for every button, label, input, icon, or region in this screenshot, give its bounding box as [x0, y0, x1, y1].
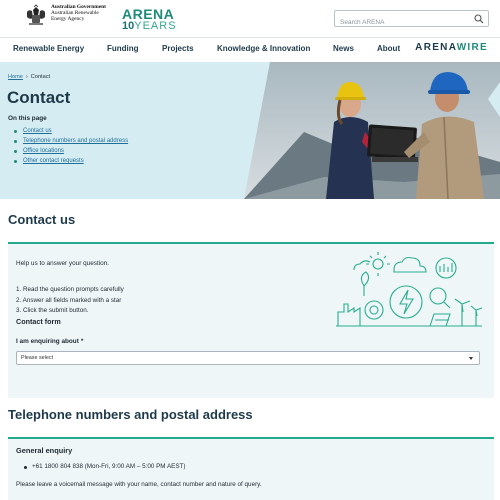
contact-form-card: [8, 242, 494, 398]
enquiry-label-text: I am enquiring about: [16, 338, 79, 345]
breadcrumb: [8, 74, 50, 80]
on-this-page-heading: On this page: [8, 115, 47, 122]
list-item: 1. Read the question prompts carefully: [16, 286, 124, 293]
search-box: [334, 10, 489, 27]
australian-government-logo[interactable]: [24, 4, 114, 32]
general-enquiry-heading: General enquiry: [16, 446, 73, 455]
renewable-energy-illustration-icon: [334, 250, 484, 328]
coat-of-arms-icon: [24, 4, 48, 28]
enquiry-field-label: [16, 338, 83, 345]
breadcrumb-current: Contact: [30, 74, 51, 80]
arena-logo-years: [122, 21, 177, 32]
nav-knowledge-innovation[interactable]: Knowledge & Innovation: [217, 44, 311, 53]
nav-renewable-energy[interactable]: Renewable Energy: [13, 44, 85, 53]
page-title: Contact: [7, 88, 71, 107]
nav-projects[interactable]: Projects: [162, 44, 194, 53]
workers-hero-image: [244, 62, 500, 199]
otp-link-telephone[interactable]: Telephone numbers and postal address: [23, 138, 129, 144]
gov-line-2: Australian Renewable: [51, 10, 99, 16]
list-item: [14, 136, 128, 146]
breadcrumb-separator: ›: [25, 74, 28, 80]
on-this-page-list: [14, 126, 128, 166]
list-item: [14, 156, 128, 166]
nav-about[interactable]: About: [377, 44, 401, 53]
contact-us-heading: Contact us: [8, 212, 76, 227]
enquiry-select[interactable]: [16, 351, 480, 365]
contact-form-heading: Contact form: [16, 317, 61, 326]
nav-news[interactable]: News: [333, 44, 354, 53]
search-icon[interactable]: [474, 14, 484, 24]
arenawire-b: WIRE: [456, 42, 488, 53]
phone-number[interactable]: +61 1800 804 838 (Mon-Fri, 9:00 AM – 5:00 PM AEST): [24, 463, 185, 470]
list-item: 3. Click the submit button.: [16, 307, 89, 314]
enquiry-select-value: Please select: [21, 355, 54, 361]
voicemail-note: Please leave a voicemail message with your name, contact number and nature of query.: [16, 481, 262, 488]
arena-10-years-logo[interactable]: [122, 8, 177, 32]
arena-logo-word: ARENA: [122, 6, 175, 22]
arenawire-link[interactable]: [415, 42, 488, 53]
main-navigation: [0, 37, 500, 59]
breadcrumb-home-link[interactable]: Home: [8, 74, 23, 80]
general-enquiry-card: [8, 437, 494, 500]
arenawire-a: ARENA: [415, 42, 457, 53]
nav-funding[interactable]: Funding: [107, 44, 139, 53]
gov-line-3: Energy Agency: [51, 16, 85, 22]
instructions-list: [16, 285, 124, 317]
search-input[interactable]: [335, 15, 465, 30]
chevron-down-icon: [469, 357, 473, 360]
otp-link-office-locations[interactable]: Office locations: [23, 148, 64, 154]
gov-line-1: Australian Government: [51, 4, 106, 10]
contact-intro: Help us to answer your question.: [16, 260, 110, 267]
otp-link-contact-us[interactable]: Contact us: [23, 128, 52, 134]
hero-banner: [0, 62, 500, 199]
telephone-heading: Telephone numbers and postal address: [8, 407, 253, 422]
list-item: [14, 126, 128, 136]
arena-logo-years-word: YEARS: [134, 20, 177, 32]
required-marker: *: [80, 338, 84, 345]
arena-logo-ten: 10: [122, 20, 135, 32]
site-header: [0, 0, 500, 37]
list-item: 2. Answer all fields marked with a star: [16, 296, 122, 304]
list-item: [14, 146, 128, 156]
otp-link-other-requests[interactable]: Other contact requests: [23, 158, 84, 164]
